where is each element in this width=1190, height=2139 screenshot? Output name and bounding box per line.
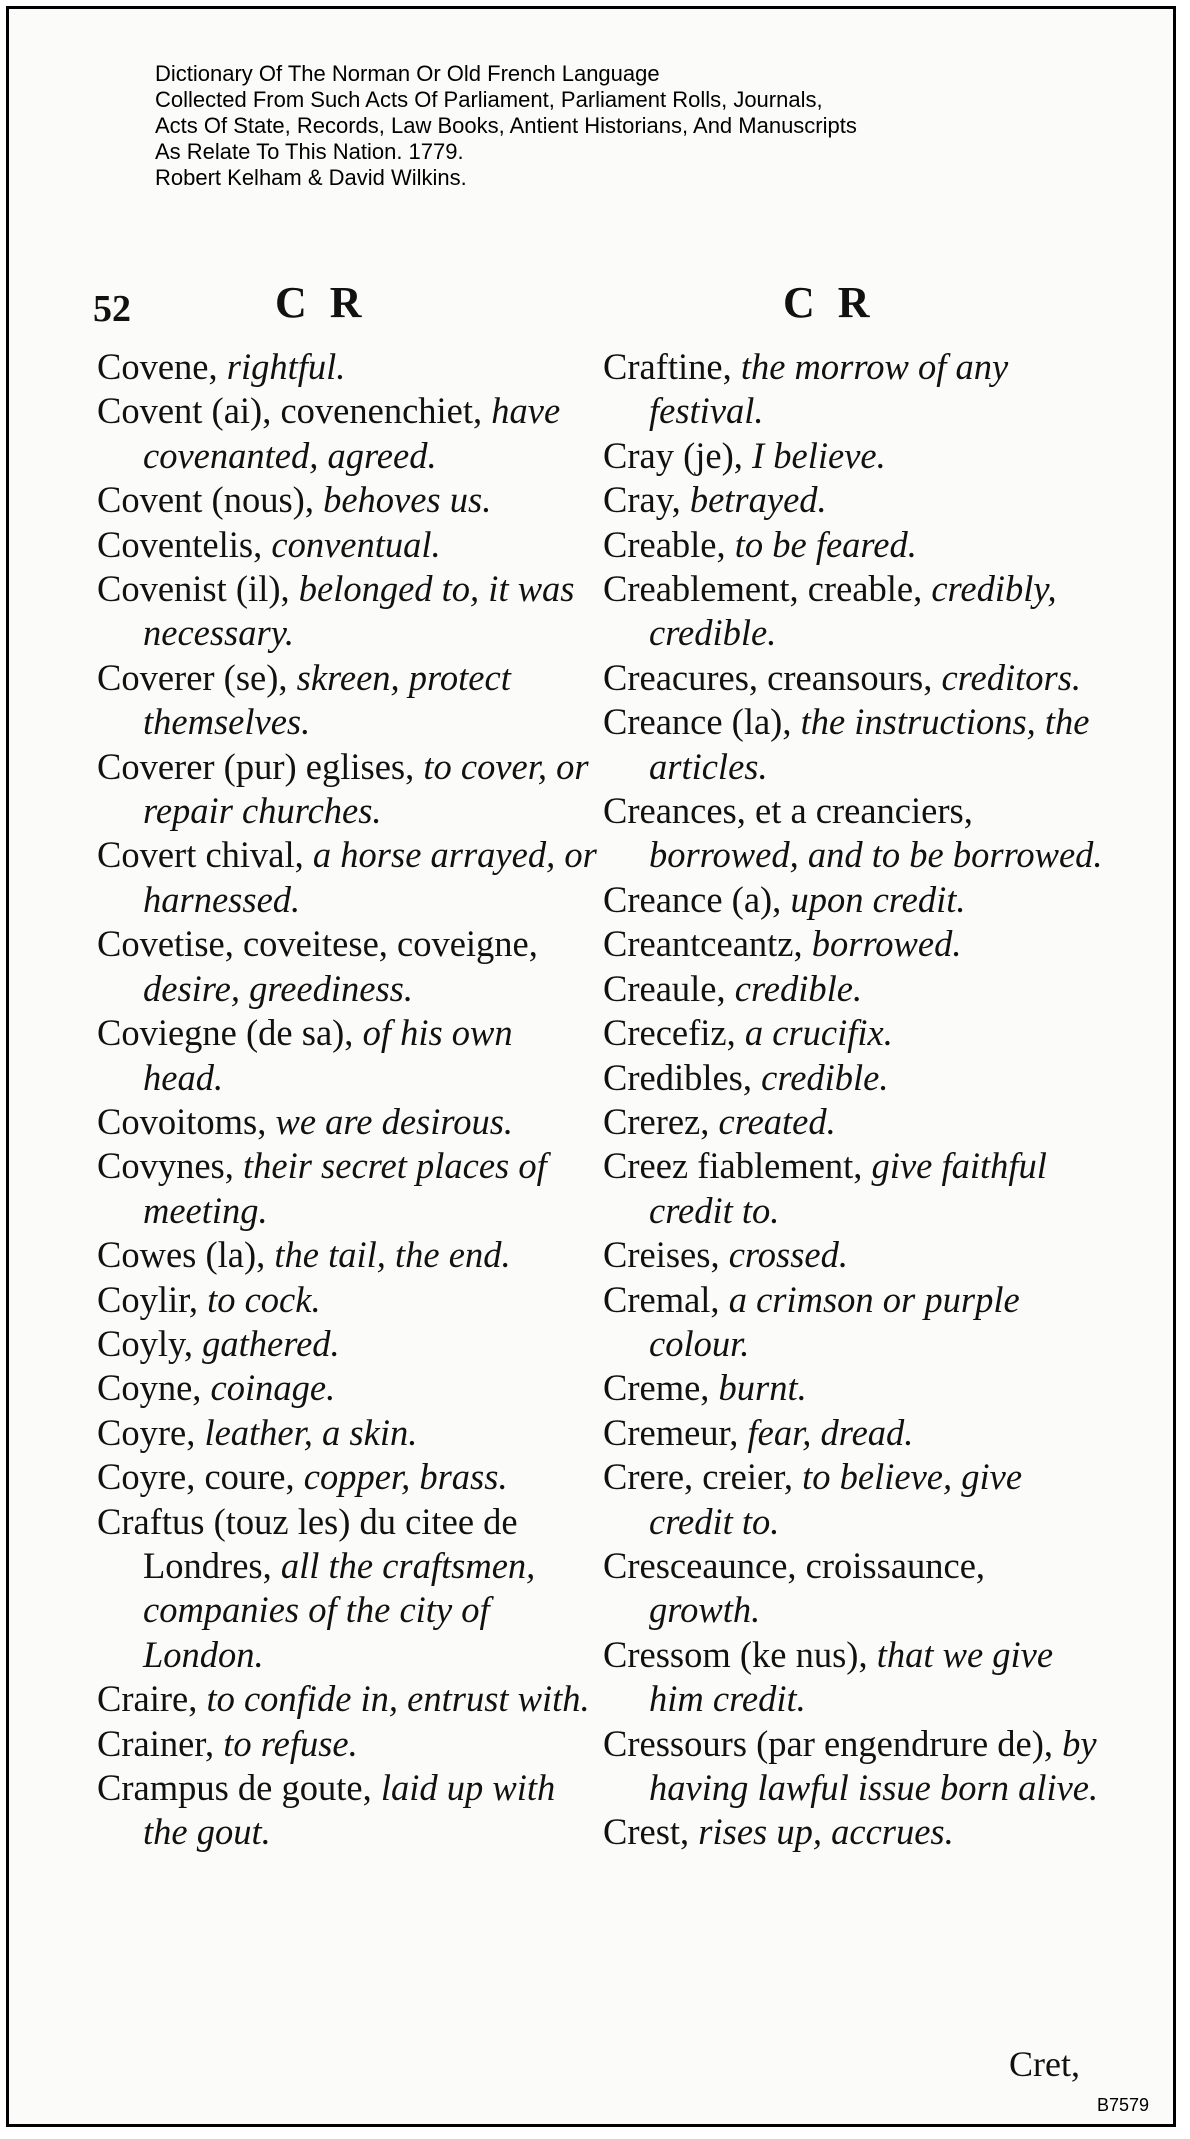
dictionary-entry	[97, 1144, 597, 1233]
dictionary-entry	[603, 1366, 1103, 1410]
dictionary-entry	[97, 1233, 597, 1277]
catchword: Cret,	[1009, 2044, 1080, 2084]
headword: Creme,	[603, 1367, 710, 1409]
definition: creditors.	[941, 656, 1082, 698]
headword: Creaule,	[603, 967, 726, 1009]
definition: belonged to, it was necessary.	[143, 568, 575, 654]
definition: a horse arrayed, or harnessed.	[143, 834, 597, 920]
headword: Crampus de goute,	[97, 1767, 372, 1808]
dictionary-entry	[97, 1455, 597, 1499]
headword: Creises,	[603, 1234, 720, 1276]
dictionary-entry	[603, 1233, 1103, 1277]
definition: coinage.	[210, 1367, 336, 1409]
caption-line: Acts Of State, Records, Law Books, Antient Historians, And Manuscripts	[155, 113, 857, 138]
definition: rises up, accrues.	[698, 1811, 954, 1853]
headword: Creances, et a creanciers,	[603, 790, 973, 832]
caption-line: Robert Kelham & David Wilkins.	[155, 165, 467, 190]
definition: by having lawful issue born alive.	[649, 1722, 1099, 1808]
definition: to cock.	[207, 1278, 321, 1320]
definition: a crimson or purple colour.	[649, 1278, 1020, 1364]
right-column	[603, 345, 1103, 1855]
definition: all the craftsmen, companies of the city of London.	[143, 1544, 536, 1675]
dictionary-entry	[603, 478, 1103, 522]
definition: the morrow of any festival.	[649, 346, 1009, 432]
definition: betrayed.	[689, 479, 827, 521]
definition: to be feared.	[734, 523, 917, 565]
definition: behoves us.	[323, 479, 492, 521]
dictionary-entry	[603, 656, 1103, 700]
definition: laid up with the gout.	[143, 1767, 556, 1853]
image-id-tag: B7579	[1097, 2095, 1150, 2115]
definition: rightful.	[226, 346, 346, 387]
dictionary-entry	[97, 1100, 597, 1144]
definition: borrowed, and to be borrowed.	[649, 834, 1103, 876]
headword: Creantceantz,	[603, 923, 803, 965]
headword: Creacures, creansours,	[603, 656, 933, 698]
headword: Creez fiablement,	[603, 1145, 863, 1187]
caption-line: As Relate To This Nation. 1779.	[155, 139, 464, 164]
headword: Crest,	[603, 1811, 690, 1853]
definition: the tail, the end.	[274, 1234, 511, 1276]
definition: leather, a skin.	[204, 1411, 418, 1453]
headword: Cowes (la),	[97, 1234, 266, 1276]
definition: desire, greediness.	[143, 967, 413, 1009]
headword: Covynes,	[97, 1145, 234, 1187]
definition: to refuse.	[223, 1722, 358, 1764]
dictionary-entry	[97, 922, 597, 1011]
headword: Creablement, creable,	[603, 568, 923, 610]
dictionary-entry	[97, 523, 597, 567]
dictionary-entry	[603, 1722, 1103, 1811]
dictionary-entry	[603, 1144, 1103, 1233]
definition: I believe.	[751, 434, 886, 476]
dictionary-entry	[603, 700, 1103, 789]
headword: Cressom (ke nus),	[603, 1633, 868, 1675]
dictionary-entry	[603, 434, 1103, 478]
headword: Crecefiz,	[603, 1012, 736, 1054]
dictionary-entry	[603, 1544, 1103, 1633]
headword: Creance (la),	[603, 701, 792, 743]
headword: Craftine,	[603, 346, 732, 387]
dictionary-entry	[603, 922, 1103, 966]
dictionary-entry	[603, 967, 1103, 1011]
definition: a crucifix.	[744, 1012, 893, 1054]
definition: of his own head.	[143, 1012, 513, 1098]
dictionary-entry	[97, 745, 597, 834]
definition: upon credit.	[790, 878, 966, 920]
dictionary-entry	[97, 567, 597, 656]
headword: Crainer,	[97, 1722, 215, 1764]
headword: Creance (a),	[603, 878, 782, 920]
headword: Covent (ai), covenenchiet,	[97, 390, 483, 432]
dictionary-entry	[603, 345, 1103, 434]
headword: Coventelis,	[97, 523, 263, 565]
definition: credible.	[761, 1056, 889, 1098]
headword: Coyre, coure,	[97, 1456, 295, 1498]
definition: to cover, or repair churches.	[143, 745, 589, 832]
headword: Craftus (touz les) du citee de Londres,	[97, 1500, 518, 1586]
headword: Credibles,	[603, 1056, 753, 1098]
headword: Crere, creier,	[603, 1456, 794, 1498]
dictionary-entry	[97, 656, 597, 745]
definition: crossed.	[728, 1234, 848, 1276]
definition: gathered.	[202, 1322, 340, 1364]
headword: Covert chival,	[97, 834, 304, 876]
headword: Creable,	[603, 523, 726, 565]
dictionary-entry	[97, 1766, 597, 1855]
dictionary-entry	[603, 1411, 1103, 1455]
headword: Coylir,	[97, 1278, 198, 1320]
dictionary-entry	[603, 1100, 1103, 1144]
definition: credibly, credible.	[649, 568, 1057, 654]
definition: created.	[718, 1100, 836, 1142]
headword: Covent (nous),	[97, 479, 314, 521]
definition: that we give him credit.	[649, 1633, 1054, 1720]
dictionary-entry	[603, 567, 1103, 656]
running-head-right: C R	[783, 278, 876, 327]
definition: burnt.	[718, 1367, 807, 1409]
left-column	[97, 345, 597, 1855]
definition: fear, dread.	[747, 1411, 914, 1453]
headword: Cray (je),	[603, 434, 743, 476]
definition: growth.	[649, 1589, 761, 1631]
definition: have covenanted, agreed.	[143, 390, 561, 476]
headword: Coverer (pur) eglises,	[97, 745, 415, 787]
dictionary-entry	[97, 345, 597, 389]
page-number: 52	[93, 288, 131, 330]
dictionary-entry	[603, 1278, 1103, 1367]
dictionary-entry	[97, 478, 597, 522]
dictionary-entry	[97, 1677, 597, 1721]
running-head-left: C R	[275, 278, 368, 327]
headword: Covene,	[97, 346, 218, 387]
headword: Cremal,	[603, 1278, 720, 1320]
headword: Covoitoms,	[97, 1100, 267, 1142]
dictionary-entry	[603, 1056, 1103, 1100]
headword: Covenist (il),	[97, 568, 290, 610]
headword: Coviegne (de sa),	[97, 1012, 354, 1054]
dictionary-entry	[97, 1322, 597, 1366]
dictionary-entry	[97, 1278, 597, 1322]
headword: Cremeur,	[603, 1411, 739, 1453]
page-frame	[6, 6, 1176, 2127]
dictionary-entry	[603, 1455, 1103, 1544]
dictionary-entry	[97, 389, 597, 478]
caption-line: Dictionary Of The Norman Or Old French Language	[155, 61, 660, 86]
headword: Cresceaunce, croissaunce,	[603, 1544, 986, 1586]
headword: Coverer (se),	[97, 656, 288, 698]
definition: borrowed.	[811, 923, 962, 965]
definition: conventual.	[271, 523, 441, 565]
definition: their secret places of meeting.	[143, 1145, 547, 1231]
headword: Crerez,	[603, 1100, 710, 1142]
caption-line: Collected From Such Acts Of Parliament, Parliament Rolls, Journals,	[155, 87, 823, 112]
dictionary-entry	[97, 1722, 597, 1766]
headword: Craire,	[97, 1678, 198, 1720]
headword: Covetise, coveitese, coveigne,	[97, 923, 538, 965]
headword: Cressours (par engendrure de),	[603, 1722, 1053, 1764]
definition: copper, brass.	[303, 1456, 508, 1498]
dictionary-entry	[603, 878, 1103, 922]
definition: we are desirous.	[275, 1100, 514, 1142]
definition: to confide in, entrust with.	[206, 1678, 590, 1720]
definition: to believe, give credit to.	[649, 1456, 1023, 1542]
dictionary-entry	[97, 1366, 597, 1410]
headword: Coyre,	[97, 1411, 196, 1453]
headword: Coyne,	[97, 1367, 202, 1409]
dictionary-page	[9, 9, 1173, 2124]
headword: Cray,	[603, 479, 681, 521]
definition: the instructions, the articles.	[649, 701, 1090, 787]
dictionary-entry	[603, 789, 1103, 878]
dictionary-entry	[97, 1011, 597, 1100]
dictionary-entry	[603, 1810, 1103, 1854]
dictionary-entry	[603, 523, 1103, 567]
dictionary-entry	[97, 833, 597, 922]
headword: Coyly,	[97, 1322, 193, 1364]
dictionary-entry	[603, 1011, 1103, 1055]
dictionary-entry	[97, 1500, 597, 1678]
definition: skreen, protect themselves.	[143, 656, 511, 743]
dictionary-entry	[603, 1633, 1103, 1722]
definition: give faithful credit to.	[649, 1145, 1047, 1231]
definition: credible.	[734, 967, 863, 1009]
dictionary-entry	[97, 1411, 597, 1455]
